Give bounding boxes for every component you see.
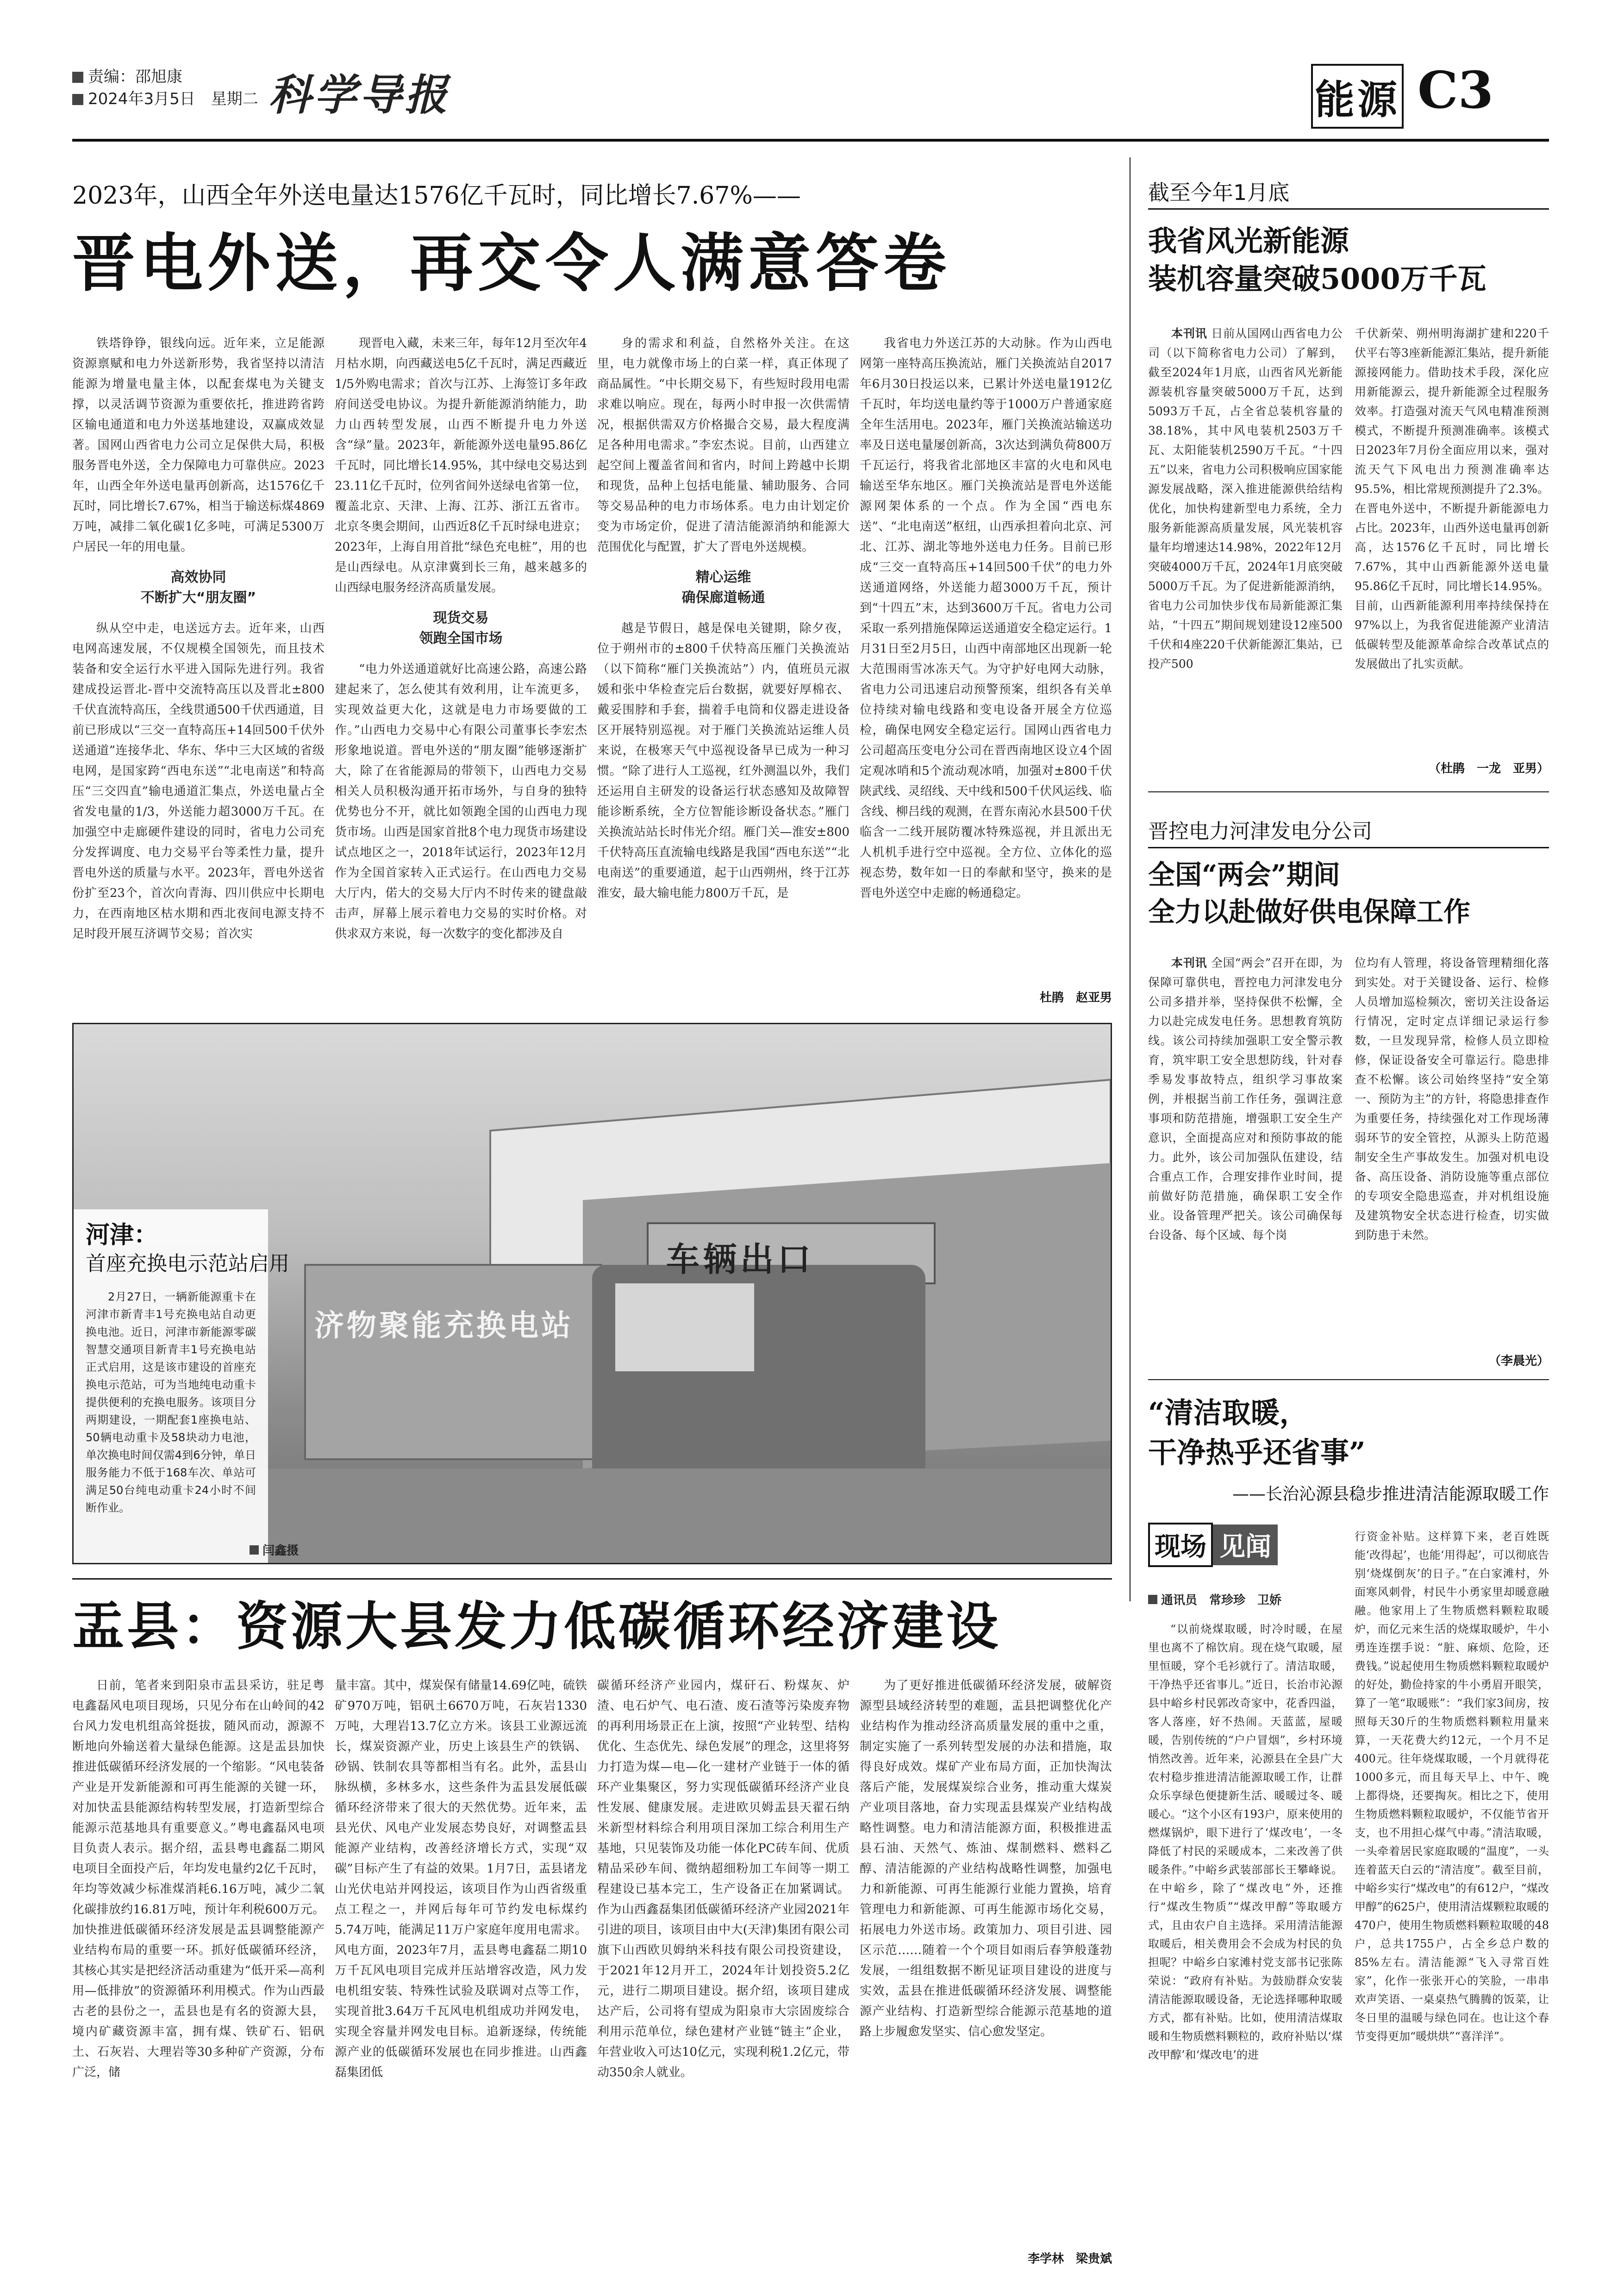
right2-rule — [1148, 847, 1549, 848]
lead-col-4: 我省电力外送江苏的大动脉。作为山西电网第一座特高压换流站，雁门关换流站自2017年6月30日投运以来，已累计外送电量1912亿千瓦时，年均送电量约等于1000万户普通家庭全年生活用电。2023年，雁门关换流站输送功率及日送电量屡创新高，3次达到满负荷800万千瓦运行，将我省北部地区丰富的火电和风电输送至华东地区。雁门关换流站是晋电外送能源网架体系的一个点。作为全国“西电东送”、“北电南送”枢纽，山西承担着向北京、河北、江苏、湖北等地外送电力任务。目前已形成“三交一直特高压+14回500千伏”的电力外送通道网络，外送能力超3000万千瓦，预计到“十四五”末，达到3600万千瓦。省电力公司采取一系列措施保障运送通道安全稳定运行。1月31日至2月5日，山西中南部地区出现新一轮大范围雨雪冰冻天气。为守护好电网大动脉，省电力公司迅速启动预警预案，组织各有关单位持续对输电线路和变电设备开展全方位巡检，确保电网安全稳定运行。国网山西省电力公司超高压变电分公司在晋西南地区设立4个固定观冰哨和5个流动观冰哨，加强对±800千伏陕武线、灵绍线、天中线和500千伏风运线、临含线、柳吕线的观测，在晋东南沁水县500千伏临含一二线开展防覆冰特殊巡视，并且派出无人机机手进行空中巡视。全方位、立体化的巡视态势，数年如一日的奉献和坚守，换来的是晋电外送空中走廊的畅通稳定。 — [860, 336, 1112, 900]
masthead-logo: 科学导报 — [269, 70, 450, 120]
right1-kicker: 截至今年1月底 — [1148, 180, 1290, 205]
right3-col-2: 行资金补贴。这样算下来，老百姓既能‘改得起’，也能‘用得起’，可以彻底告别‘烧煤倒灰’的日子。”在白家滩村，外面寒风刺骨，村民牛小勇家里却暖意融融。他家用上了生物质燃料颗粒取暖炉，而亿元来生活的烧煤取暖炉，牛小勇连连摆手说：“脏、麻烦、危险，还费钱。”说起使用生物质燃料颗粒取暖炉的好处，勤俭持家的牛小勇眉开眼笑，算了一笔“取暖账”：“我们家3间房，按照每天30斤的生物质燃料颗粒用量来算，一天花费大约12元，一个月不足400元。往年烧煤取暖，一个月就得花1000多元，而且每天早上、中午、晚上都得烧，还要掏灰。相比之下，使用生物质燃料颗粒取暖炉，不仅能节省开支，也不用担心煤气中毒。”清洁取暖，一头牵着居民家庭取暖的“温度”，一头连着蓝天白云的“清洁度”。截至目前，中峪乡实行“煤改电”的有612户，“煤改甲醇”的625户，使用清洁煤颗粒取暖的470户，使用生物质燃料颗粒取暖的48户，总共1755户，占全乡总户数的85%左右。清洁能源“飞入寻常百姓家”，化作一张张开心的笑脸，一串串欢声笑语、一桌桌热气腾腾的饭菜，让冬日里的温暖与绿色同在。也让这个春节变得更加“暖烘烘”“喜洋洋”。 — [1355, 1530, 1549, 2043]
right3-title-2: 干净热乎还省事” — [1148, 1436, 1366, 1469]
bottom-col-3: 碳循环经济产业园内，煤矸石、粉煤灰、炉渣、电石炉气、电石渣、废石渣等污染废弃物的再利用场景正在上演，按照“产业转型、结构优化、生态优先、绿色发展”的理念，这里将努力打造为煤—电—化一建材产业链于一体的循环产业集聚区，努力实现低碳循环经济产业良性发展、健康发展。走进欧贝姆盂县天翟石纳米新型材料综合利用项目深加工综合利用生产基地，只见装饰及功能一体化PC砖车间、优质精品采砂车间、微纳超细粉加工车间等一期工程建设已基本完工，生产设备正在加紧调试。作为山西鑫磊集团低碳循环经济产业园2021年引进的项目，该项目由中大(天津)集团有限公司旗下山西欧贝姆纳米科技有限公司投资建设，于2021年12月开工，2024年计划投资5.2亿元，进行二期项目建设。据介绍，该项目建成达产后，公司将有望成为阳泉市大宗固废综合利用示范单位，绿色建材产业链“链主”企业，年营业收入可达10亿元，实现利税1.2亿元，带动350余人就业。 — [597, 1679, 849, 2079]
photo-title-2: 首座充换电示范站启用 — [86, 1252, 289, 1276]
right1-bottom-rule — [1148, 791, 1549, 792]
right2-col-2: 位均有人管理，将设备管理精细化落到实处。对于关键设备、运行、检修人员增加巡检频次，密切关注设备运行情况，定时定点详细记录运行参数，一旦发现异常，检修人员立即检修，保证设备安全可靠运行。隐患排查不松懈。该公司始终坚持“安全第一、预防为主”的方针，将隐患排查作为重要任务，持续强化对工作现场薄弱环节的安全管控，从源头上防范遏制安全生产事故发生。加强对机电设备、高压设备、消防设施等重点部位的专项安全隐患巡查，并对机组设施及建筑物安全状态进行检查，切实做到防患于未然。 — [1355, 956, 1549, 1242]
right2-col-1: 本刊讯 全国“两会”召开在即，为保障可靠供电，晋控电力河津发电分公司多措并举，坚持保供不松懈，全力以赴完成发电任务。思想教育筑防线。该公司持续加强职工安全警示教育，筑牢职工安全思想防线，针对春季易发事故特点，组织学习事故案例，并根据当前工作任务，强调注意事项和防范措施，增强职工安全生产意识，全面提高应对和预防事故的能力。此外，该公司加强队伍建设，结合重点工作，合理安排作业时间，提前做好防范措施，确保职工安全作业。设备管理严把关。该公司确保每台设备、每个区域、每个岗 — [1148, 956, 1343, 1242]
square-bullet-icon — [72, 72, 83, 83]
page-number: C3 — [1418, 60, 1494, 120]
date-line: 2024年3月5日 星期二 — [72, 91, 258, 107]
right1-col-1: 本刊讯 日前从国网山西省电力公司（以下简称省电力公司）了解到，截至2024年1月底，山西省风光新能源装机容量突破5000万千瓦，达到5093万千瓦，占全省总装机容量的38.18%，其中风电装机2503万千瓦、太阳能装机2590万千瓦。“十四五”以来，省电力公司积极响应国家能源发展战略，深入推进能源供给结构优化，加快构建新型电力系统，全力服务新能源高质量发展，风光装机容量年均增速达14.98%，2022年12月突破4000万千瓦，2024年1月底突破5000万千瓦。为了促进新能源消纳，省电力公司加快步伐布局新能源汇集站，“十四五”期间规划建设12座500千伏和4座220千伏新能源汇集站，已投产500 — [1148, 327, 1343, 671]
lead-col-2: 现晋电入藏，未来三年，每年12月至次年4月枯水期，向西藏送电5亿千瓦时，满足西藏近1/5外购电需求；首次与江苏、上海签订多年政府间送受电协议。为提升新能源消纳能力，助力山西转型发展，山西不断提升电力外送含“绿”量。2023年，新能源外送电量95.86亿千瓦时，同比增长14.95%，其中绿电交易达到23.11亿千瓦时，位列省间外送绿电省第一位，覆盖北京、天津、上海、江苏、浙江五省市。北京冬奥会期间，山西近8亿千瓦时绿电进京；2023年，上海自用首批“绿色充电桩”，用的也是山西绿电。从京津冀到长三角，越来越多的山西绿电服务经济高质量发展。 现货交易 领跑全国市场 “电力外送通道就好比高速公路，高速公路建起来了，怎么使其有效利用，让车流更多，实现效益更大化，这就是电力市场要做的工作。”山西电力交易中心有限公司董事长李宏杰形象地说道。晋电外送的“朋友圈”能够逐渐扩大，除了在省能源局的带领下，山西电力交易相关人员积极沟通开拓市场外，与自身的独特优势也分不开，就比如领跑全国的山西电力现货市场。山西是国家首批8个电力现货市场建设试点地区之一，2018年试运行，2023年12月作为全国首家转入正式运行。在山西电力交易大厅内，偌大的交易大厅内不时传来的键盘敲击声，屏幕上展示着电力交易的实时价格。对供求双方来说，每一次数字的变化都涉及自 — [335, 336, 587, 941]
lead-col-1: 铁塔铮铮，银线向远。近年来，立足能源资源禀赋和电力外送新形势，我省坚持以清洁能源为增量电量主体，以配套煤电为关键支撑，以灵活调节资源为重要依托，推进跨省跨区输电通道和电力外送基地建设，双赢成效显著。国网山西省电力公司立足保供大局，积极服务晋电外送，全力保障电力可靠供应。2023年，山西全年外送电量再创新高，达1576亿千瓦时，同比增长7.67%，相当于输送标煤4869万吨，减排二氧化碳1亿多吨，可满足5300万户居民一年的用电量。 高效协同 不断扩大“朋友圈” 纵从空中走，电送远方去。近年来，山西电网高速发展，不仅规模全国领先，而且技术装备和安全运行水平进入国际先进行列。我省建成投运晋北-晋中交流特高压以及晋北±800千伏直流特高压，全线贯通500千伏西通道，目前已形成以“三交一直特高压+14回500千伏外送通道”连接华北、华东、华中三大区域的省级电网，是国家跨“西电东送”“北电南送”和特高压“三交四直”输电通道汇集点，外送电量占全省发电量的1/3，外送能力超3000万千瓦。在加强空中走廊硬件建设的同时，省电力公司充分发挥调度、电力交易平台等柔性力量，提升晋电外送的质量与水平。2023年，晋电外送省份扩至23个，首次向青海、四川供应中长期电力，在西南地区枯水期和西北夜间电源支持不足时段开展互济调节交易；首次实 — [72, 336, 325, 941]
right2-title-2: 全力以赴做好供电保障工作 — [1148, 896, 1471, 927]
right3-reporters: 通讯员 常珍珍 卫娇 — [1148, 1592, 1343, 1609]
square-bullet-icon — [72, 94, 83, 105]
photo-credit: 闫鑫摄 — [250, 1543, 299, 1559]
section-block — [1311, 64, 1404, 129]
lead-subhead-3: 精心运维 确保廊道畅通 — [681, 569, 765, 606]
right1-title-2: 装机容量突破5000万千瓦 — [1148, 262, 1487, 296]
editor-line: 责编：邵旭康 — [72, 68, 182, 85]
section-name: 能源 — [1315, 77, 1400, 123]
bottom-top-rule — [72, 1578, 1112, 1580]
right1-rule — [1148, 208, 1549, 210]
badge-part-a: 现场 — [1148, 1523, 1213, 1567]
right3-col-1: “以前烧煤取暖，时冷时暖，在屋里也离不了棉饮肩。现在烧气取暖，屋里恒暖，穿个毛衫就行了。清洁取暖，干净热乎还省事儿。”近日，长治市沁源县中峪乡村民郭改奇家中，花香四溢，客人落座，好不热闹。天蓝蓝，屋暖暖，告别传统的“户户冒烟”，乡村环境悄然改善。近年来，沁源县在全县广大农村稳步推进清洁能源取暖工作，让群众乐享绿色便捷新生活、暖暖过冬、暖暖心。“这个小区有193户，原来使用的燃煤锅炉，眼下进行了‘煤改电’，一冬降低了村民的采暖成本，二来改善了供暖条件。”中峪乡武装部部长王攀峰说。在中峪乡，除了“煤改电”外，还推行“煤改生物质”“煤改甲醇”等取暖方式，且由农户自主选择。采用清洁能源取暖后，相关费用会不会成为村民的负担呢？中峪乡白家滩村党支部书记张陈荣说：“政府有补贴。为鼓励群众安装清洁能源取暖设备，无论选择哪种取暖方式，都有补贴。比如，使用清洁煤取暖和生物质燃料颗粒的，政府补贴以‘煤改甲醇’和‘煤改电’的进 — [1148, 1623, 1343, 2061]
right1-byline: （杜鹃 一龙 亚男） — [1428, 762, 1549, 776]
station-exit-sign: 车辆出口 — [666, 1240, 815, 1279]
photo-title-1: 河津： — [86, 1221, 158, 1249]
right-column-divider — [1130, 157, 1131, 1601]
right2-bottom-rule — [1148, 1379, 1549, 1380]
bottom-byline: 李学林 梁贵斌 — [1027, 2252, 1112, 2266]
right2-byline: （李晨光） — [1488, 1354, 1549, 1368]
lead-subhead-1: 高效协同 不断扩大“朋友圈” — [140, 569, 256, 606]
right3-title-1: “清洁取暖， — [1148, 1396, 1308, 1430]
right1-title-1: 我省风光新能源 — [1148, 224, 1349, 258]
lead-subhead-2: 现货交易 领跑全国市场 — [419, 610, 503, 647]
photo-caption: 2月27日，一辆新能源重卡在河津市新青丰1号充换电站自动更换电池。近日，河津市新能源零碳智慧交通项目新青丰1号充换电站正式启用，这是该市建设的首座充换电示范站，可为当地纯电动重卡提供便利的充换电服务。该项目分两期建设，一期配套1座换电站、50辆电动重卡及58块动力电池，单次换电时间仅需4到6分钟，单日服务能力不低于168车次、单站可满足50台纯电动重卡24小时不间断作业。 — [86, 1290, 256, 1514]
bottom-col-4: 为了更好推进低碳循环经济发展，破解资源型县域经济转型的难题，盂县把调整优化产业结构作为推动经济高质量发展的重中之重，制定实施了一系列转型发展的办法和措施，取得良好成效。煤矿产业布局方面，正加快淘汰落后产能，发展煤炭综合业务，推动重大煤炭产业项目落地，奋力实现盂县煤炭产业结构战略性调整。电力和清洁能源方面，积极推进盂县石油、天然气、炼油、煤制燃料、燃料乙醇、清洁能源的产业结构战略性调整，加强电力和新能源、可再生能源行业能力置换，培育管理电力和新能源、可再生能源市场化交易，拓展电力外送市场。政策加力、项目引进、园区示范……随着一个个项目如雨后春笋般蓬勃发展，一组组数据不断见证项目建设的进度与实效，盂县在推进低碳循环经济发展、调整能源产业结构、打造新型综合能源示范基地的道路上步履愈发坚实、信心愈发坚定。 — [860, 1679, 1112, 2039]
right1-tag: 本刊讯 — [1171, 327, 1207, 340]
right2-kicker: 晋控电力河津发电分公司 — [1148, 820, 1372, 843]
badge-part-b: 见闻 — [1213, 1524, 1278, 1565]
bottom-title: 盂县：资源大县发力低碳循环经济建设 — [72, 1597, 1001, 1657]
lead-kicker: 2023年，山西全年外送电量达1576亿千瓦时，同比增长7.67%—— — [72, 182, 801, 210]
page-header — [0, 0, 1624, 157]
header-rule — [72, 139, 1549, 142]
bottom-col-2: 量丰富。其中，煤炭保有储量14.69亿吨，硫铁矿970万吨，铝矾土6670万吨，石灰岩1330万吨，大理岩13.7亿立方米。该县工业源远流长，煤炭资源产业，历史上该县生产的铁锅、砂锅、铁制农具等都相当有名。此外，盂县山脉纵横，多林多水，这些条件为盂县发展低碳循环经济带来了很大的天然优势。近年来，盂县光伏、风电产业发展态势良好，对调整盂县能源产业结构，改善经济增长方式，实现“双碳”目标产生了有益的效果。1月7日，盂县诸龙山光伏电站并网投运，该项目作为山西省级重点工程之一，并网后每年可节约发电标煤约5.74万吨，能满足11万户家庭年度用电需求。风电方面，2023年7月，盂县粤电鑫磊二期10万千瓦风电项目完成并压站增容改造，风力发电机组安装、特殊性试验及联调对点等工作，实现首批3.64万千瓦风电机组成功并网发电，实现全容量并网发电目标。追新逐绿，传统能源产业的低碳循环发展也在同步推进。山西鑫磊集团低 — [335, 1679, 587, 2079]
on-site-badge — [1148, 1523, 1278, 1567]
photo-block — [72, 1023, 1112, 1564]
square-bullet-icon — [1148, 1595, 1157, 1604]
square-bullet-icon — [250, 1545, 259, 1555]
bottom-col-1: 日前，笔者来到阳泉市盂县采访，驻足粤电鑫磊风电项目现场，只见分布在山岭间的42台风力发电机组高耸挺拔，随风而动，源源不断地向外输送着大量绿色能源。这是盂县加快推进低碳循环经济发展的一个缩影。“风电装备产业是开发新能源和可再生能源的关键一环，对加快盂县能源结构转型发展，打造新型综合能源示范基地具有重要意义。”粤电鑫磊风电项目负责人表示。据介绍，盂县粤电鑫磊二期风电项目全面投产后，年均发电量约2亿千瓦时，年均等效减少标准煤消耗6.16万吨，减少二氧化碳排放约16.81万吨，预计年利税600万元。加快推进低碳循环经济发展是盂县调整能源产业结构布局的重要一环。抓好低碳循环经济，其核心其实是把经济活动重建为“低开采—高利用—低排放”的资源循环利用模式。作为山西最古老的县份之一，盂县也是有名的资源大县，境内矿藏资源丰富，拥有煤、铁矿石、铝矾土、石灰岩、大理岩等30多种矿产资源，分布广泛，储 — [72, 1679, 325, 2079]
station-name-sign: 济物聚能充换电站 — [314, 1309, 574, 1343]
right2-tag: 本刊讯 — [1171, 956, 1207, 970]
right2-title-1: 全国“两会”期间 — [1148, 859, 1340, 890]
right3-subtitle: ——长治沁源县稳步推进清洁能源取暖工作 — [1232, 1485, 1549, 1504]
lead-byline: 杜鹃 赵亚男 — [1039, 991, 1112, 1005]
right1-col-2: 千伏新荣、朔州明海湖扩建和220千伏平右等3座新能源汇集站，提升新能源接网能力。借助技术手段，深化应用新能源云，提升新能源全过程服务效率。打造强对流天气风电精准预测模式，不断提升预测准确率。该模式日2023年7月份全面应用以来，强对流天气下风电出力预测准确率达95.5%，相比常规预测提升了2.3%。在晋电外送中，不断提升新能源电力占比。2023年，山西外送电量再创新高，达1576亿千瓦时，同比增长7.67%，其中山西新能源外送电量95.86亿千瓦时，同比增长14.95%。目前，山西新能源利用率持续保持在97%以上，为我省促进能源产业清洁低碳转型及能源革命综合改革试点的发展做出了扎实贡献。 — [1355, 327, 1549, 671]
lead-col-3: 身的需求和利益，自然格外关注。在这里，电力就像市场上的白菜一样，真正体现了商品属性。“中长期交易下，有些短时段用电需求难以响应。现在，每两小时申报一次供需情况，根据供需双方价格撮合交易，最大程度满足各种用电需求。”李宏杰说。目前，山西建立起空间上覆盖省间和省内，时间上跨越中长期和现货，品种上包括电能量、辅助服务、合同等交易品种的电力市场体系。电力由计划定价变为市场定价，促进了清洁能源消纳和能源大范围优化与配置，扩大了晋电外送规模。 精心运维 确保廊道畅通 越是节假日，越是保电关键期，除夕夜，位于朔州市的±800千伏特高压雁门关换流站（以下简称“雁门关换流站”）内，值班员元淑媛和张中华检查完后台数据，就要好厚棉衣、戴妥围脖和手套，揣着手电筒和仪器走进设备区开展特别巡视。对于雁门关换流站运维人员来说，在极寒天气中巡视设备早已成为一种习惯。“除了进行人工巡视，红外测温以外，我们还运用自主研发的设备运行状态感知及故障智能诊断系统，全方位智能诊断设备状态。”雁门关换流站站长时伟光介绍。雁门关—淮安±800千伏特高压直流输电线路是我国“西电东送”“北电南送”的重要通道，起于山西朔州，终于江苏淮安，最大输电能力800万千瓦，是 — [597, 336, 849, 900]
lead-title: 晋电外送，再交令人满意答卷 — [72, 227, 951, 300]
